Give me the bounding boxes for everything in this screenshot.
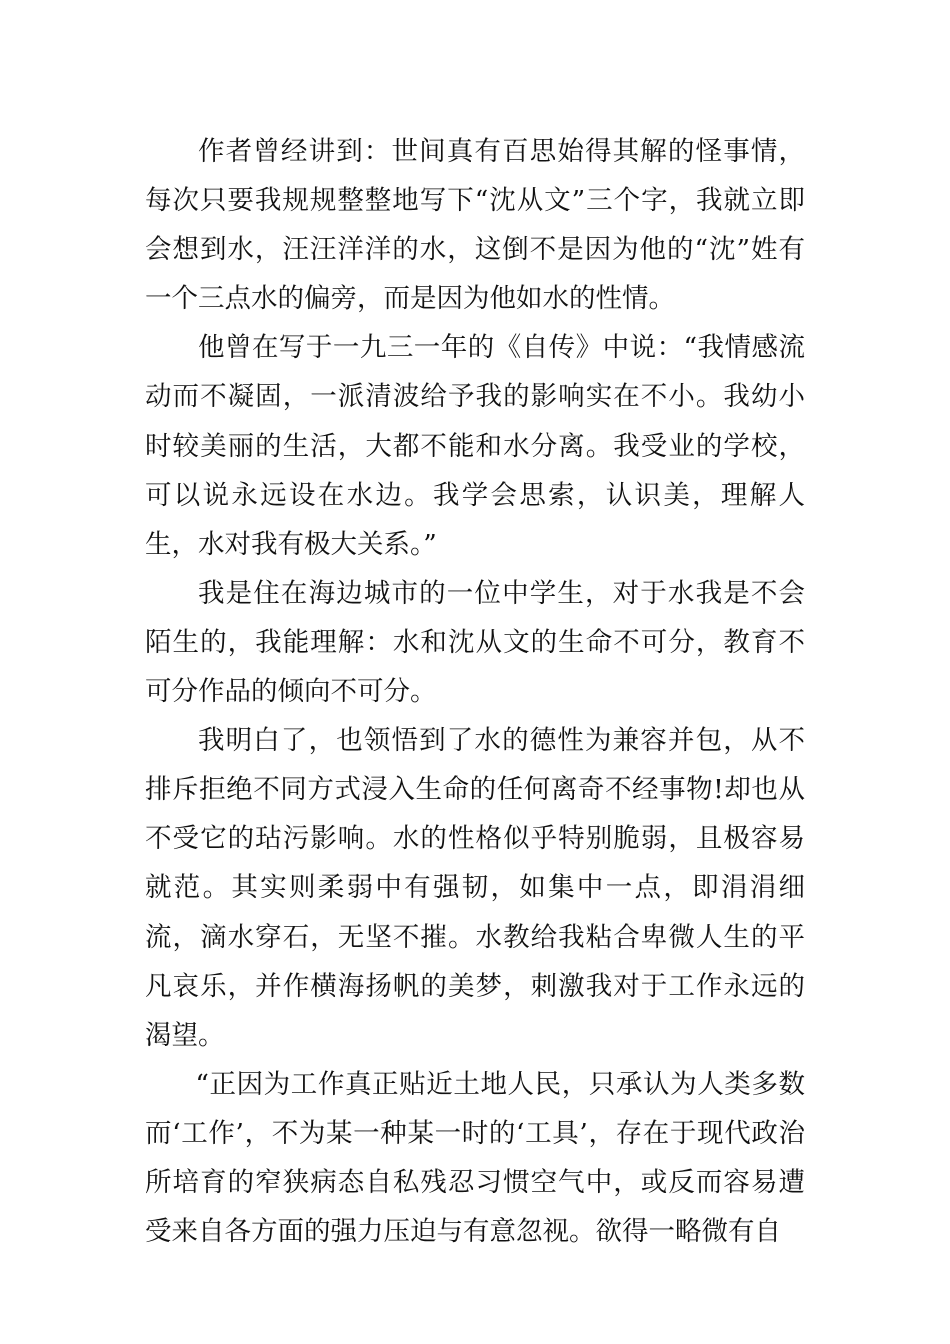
paragraph-3: 我是住在海边城市的一位中学生，对于水我是不会陌生的，我能理解：水和沈从文的生命不可分，教育不可分作品的倾向不可分。: [145, 577, 805, 708]
body-text: [145, 127, 805, 1256]
paragraph-2: 他曾在写于一九三一年的《自传》中说：“我情感流动而不凝固，一派清波给予我的影响实在不小。我幼小时较美丽的生活，大都不能和水分离。我受业的学校，可以说永远设在水边。我学会思索，认识美，理解人生，水对我有极大关系。”: [145, 332, 805, 560]
paragraph-5: “正因为工作真正贴近土地人民，只承认为人类多数而‘工作’，不为某一种某一时的‘工具’，存在于现代政治所培育的窄狭病态自私残忍习惯空气中，或反而容易遭受来自各方面的强力压迫与有意忽视。欲得一略微有自: [145, 1068, 805, 1248]
paragraph-4: 我明白了，也领悟到了水的德性为兼容并包，从不排斥拒绝不同方式浸入生命的任何离奇不经事物!却也从不受它的玷污影响。水的性格似乎特别脆弱，且极容易就范。其实则柔弱中有强韧，如集中一点，即涓涓细流，滴水穿石，无坚不摧。水教给我粘合卑微人生的平凡哀乐，并作横海扬帆的美梦，刺激我对于工作永远的渴望。: [145, 725, 805, 1051]
paragraph-1: 作者曾经讲到：世间真有百思始得其解的怪事情，每次只要我规规整整地写下“沈从文”三个字，我就立即会想到水，汪汪洋洋的水，这倒不是因为他的“沈”姓有一个三点水的偏旁，而是因为他如水的性情。: [145, 136, 805, 315]
